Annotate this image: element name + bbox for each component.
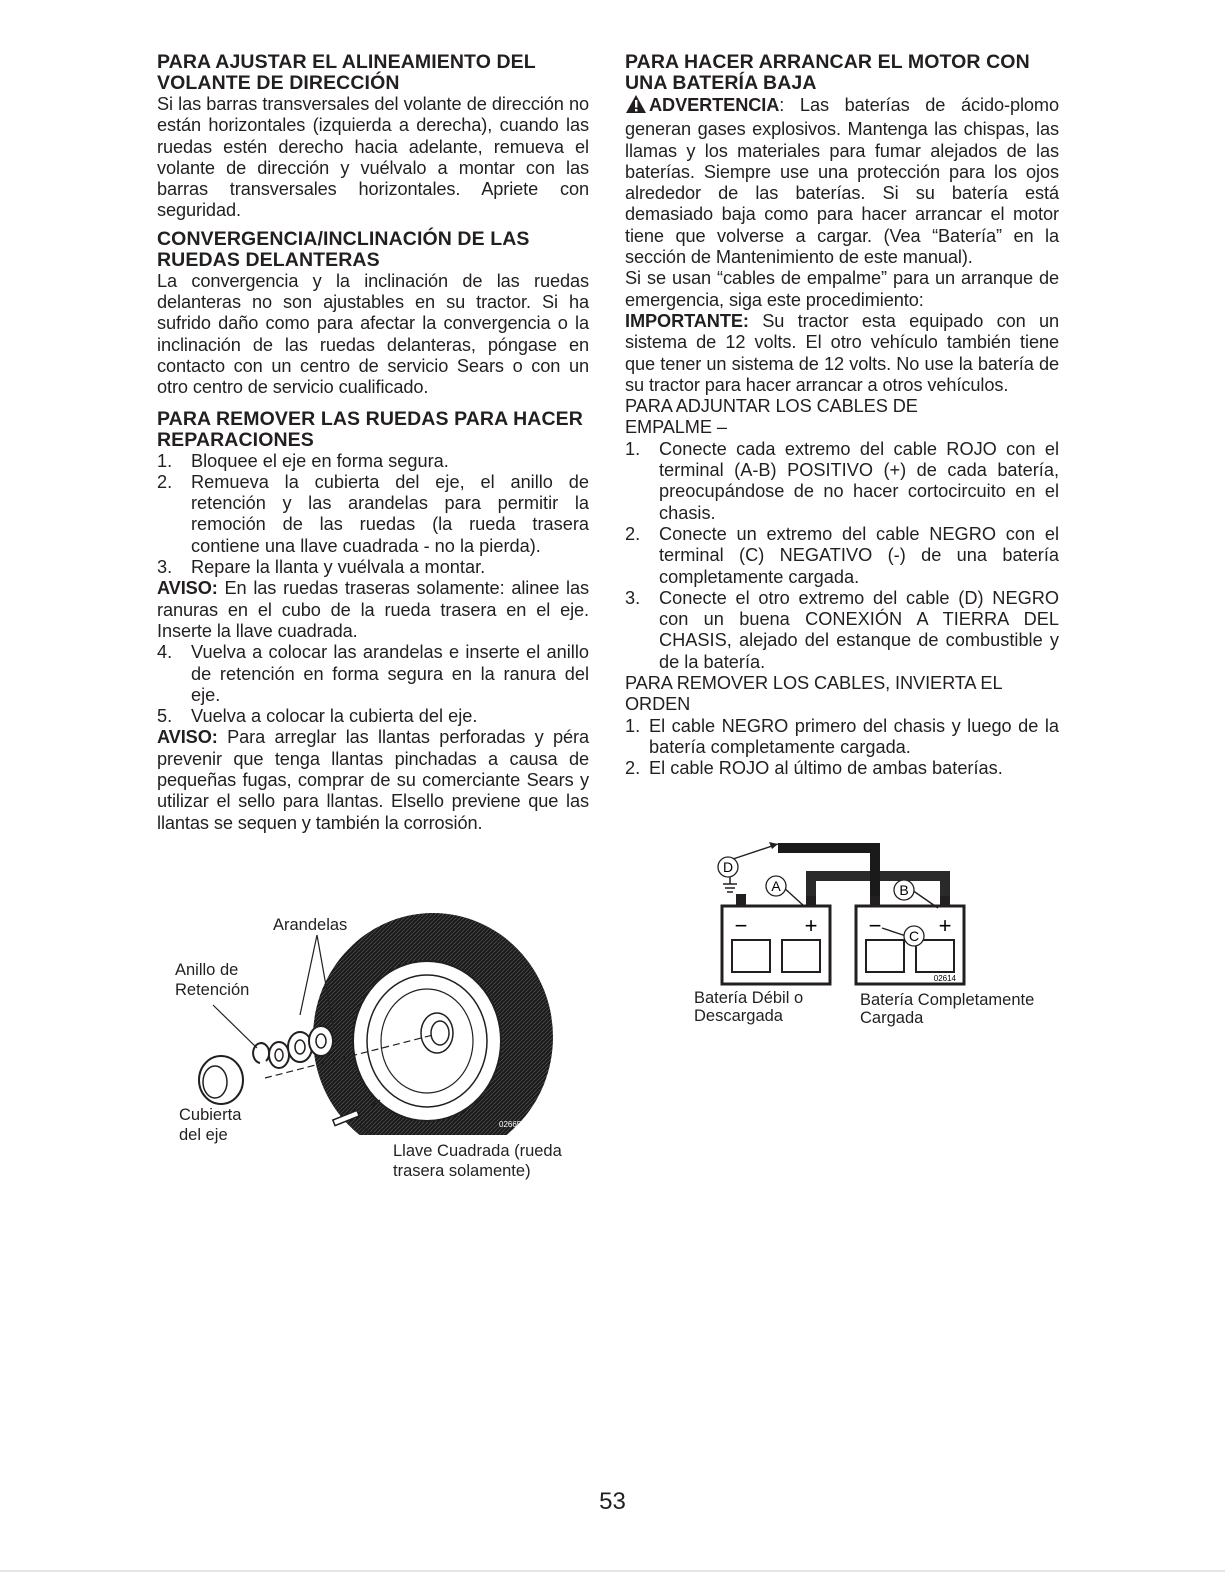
list-item: 1. El cable NEGRO primero del chasis y luego de la batería completamente cargada. <box>625 715 1059 757</box>
remove-cables-steps <box>625 716 1059 780</box>
caption-weak-1: Batería Débil o <box>694 989 804 1007</box>
heading-jump-start: PARA HACER ARRANCAR EL MOTOR CON UNA BATERÍA BAJA <box>625 51 1030 94</box>
caption-charged-1: Batería Completamente <box>860 991 1035 1009</box>
label-c: C <box>908 928 920 944</box>
list-item: 1. Bloquee el eje en forma segura. <box>157 450 449 471</box>
caption-llave-2: trasera solamente) <box>393 1162 531 1180</box>
attach-cables-steps <box>625 439 1059 673</box>
caption-llave-1: Llave Cuadrada (rueda <box>393 1142 562 1160</box>
battery-jump-figure <box>690 838 1060 1038</box>
list-item: 1. Conecte cada extremo del cable ROJO con el terminal (A-B) POSITIVO (+) de cada batería, preocupándose de no hacer cortocircuito en el chasis. <box>625 438 1059 523</box>
toe-camber-text: La convergencia y la inclinación de las ruedas delanteras no son ajustables en su tractor. Si ha sufrido daño como para afectar la convergencia o la inclinación de las ruedas delanteras, póngase en contacto con un centro de servicio Sears o con un otro centro de servicio cualificado. <box>157 270 589 398</box>
importante-paragraph: IMPORTANTE: Su tractor esta equipado con un sistema de 12 volts. El otro vehículo también tiene que tener un sistema de 12 volts. No use la batería de su tractor para hacer arrancar a otros vehículos. <box>625 310 1059 395</box>
minus-sign: − <box>734 913 748 938</box>
label-b: B <box>899 882 909 898</box>
wheel-assembly-figure <box>165 905 595 1195</box>
label-d: D <box>722 859 734 875</box>
minus-sign: − <box>868 913 882 938</box>
jumper-cables-intro: Si se usan “cables de empalme” para un arranque de emergencia, siga este procedimiento: <box>625 268 1059 310</box>
heading-toe-camber: CONVERGENCIA/INCLINACIÓN DE LAS RUEDAS DELANTERAS <box>157 227 530 271</box>
remove-cables-heading: PARA REMOVER LOS CABLES, INVIERTA EL ORDEN <box>625 673 1002 715</box>
list-item: 2. El cable ROJO al último de ambas baterías. <box>625 758 1003 779</box>
page-number: 53 <box>599 1488 626 1515</box>
bottom-divider <box>0 1570 1225 1572</box>
figure-code: 02665 <box>499 1120 522 1129</box>
wheel-diagram <box>165 905 595 1135</box>
attach-cables-heading: PARA ADJUNTAR LOS CABLES DE EMPALME – <box>625 396 918 438</box>
aviso-tire-sealant: AVISO: Para arreglar las llantas perforadas y péra prevenir que tenga llantas pinchadas a causa de pequeñas fugas, comprar de su comerciante Sears y utilizar el sello para llantas. Elsello previene que las llantas se sequen y también la corrosión. <box>157 727 589 833</box>
list-item: 5. Vuelva a colocar la cubierta del eje. <box>157 706 478 727</box>
left-column <box>157 52 589 834</box>
aviso-rear-wheels: AVISO: En las ruedas traseras solamente: alinee las ranuras en el cubo de la rueda trasera en el eje. Inserte la llave cuadrada. <box>157 578 589 641</box>
caption-arandelas: Arandelas <box>273 916 348 934</box>
list-item: 2. Remueva la cubierta del eje, el anillo de retención y las arandelas para permitir la remoción de las ruedas (la rueda trasera contiene una llave cuadrada - no la pierda). <box>157 471 589 556</box>
heading-steering-alignment: PARA AJUSTAR EL ALINEAMIENTO DEL VOLANTE DE DIRECCIÓN <box>157 51 536 94</box>
remove-wheels-steps-a <box>157 451 589 579</box>
figure-code: 02614 <box>933 974 956 983</box>
washer-shape <box>309 1026 333 1056</box>
list-item: 3. Conecte el otro extremo del cable (D) NEGRO con un buena CONEXIÓN A TIERRA DEL CHASIS, alejado del estanque de combustible y de la batería. <box>625 587 1059 672</box>
washer-shape <box>269 1042 289 1068</box>
caption-cubierta-1: Cubierta <box>179 1106 242 1124</box>
caption-cubierta-2: del eje <box>179 1126 228 1144</box>
remove-wheels-steps-b <box>157 642 589 727</box>
plus-sign: + <box>938 913 952 938</box>
plus-sign: + <box>804 913 818 938</box>
caption-charged-2: Cargada <box>860 1009 924 1027</box>
steering-alignment-text: Si las barras transversales del volante de dirección no están horizontales (izquierda a derecha), cuando las ruedas estén derecho hacia adelante, remueva el volante de dirección y vuélvalo a montar con las barras transversales horizontales. Apriete con seguridad. <box>157 94 589 221</box>
list-item: 2. Conecte un extremo del cable NEGRO con el terminal (C) NEGATIVO (-) de una batería completamente cargada. <box>625 523 1059 587</box>
list-item: 4. Vuelva a colocar las arandelas e inserte el anillo de retención en forma segura en la ranura del eje. <box>157 642 589 705</box>
washer-shape <box>288 1032 312 1062</box>
heading-remove-wheels: PARA REMOVER LAS RUEDAS PARA HACER REPARACIONES <box>157 407 583 451</box>
warning-paragraph: ADVERTENCIA: Las baterías de ácido-plomo generan gases explosivos. Mantenga las chispas, las llamas y los materiales para fumar alejados de las baterías. Siempre use una protección para los ojos alrededor de las baterías. Si su batería está demasiado baja como para hacer arrancar el motor tiene que volverse a cargar. (Vea “Batería” en la sección de Mantenimiento de este manual). <box>625 95 1059 268</box>
caption-anillo-1: Anillo de <box>175 961 239 979</box>
caption-weak-2: Descargada <box>694 1007 783 1025</box>
right-column <box>625 52 1059 780</box>
caption-anillo-2: Retención <box>175 981 250 999</box>
label-a: A <box>771 878 781 894</box>
list-item: 3. Repare la llanta y vuélvala a montar. <box>157 557 486 578</box>
warning-triangle-icon <box>625 94 647 119</box>
battery-diagram <box>690 838 1060 988</box>
